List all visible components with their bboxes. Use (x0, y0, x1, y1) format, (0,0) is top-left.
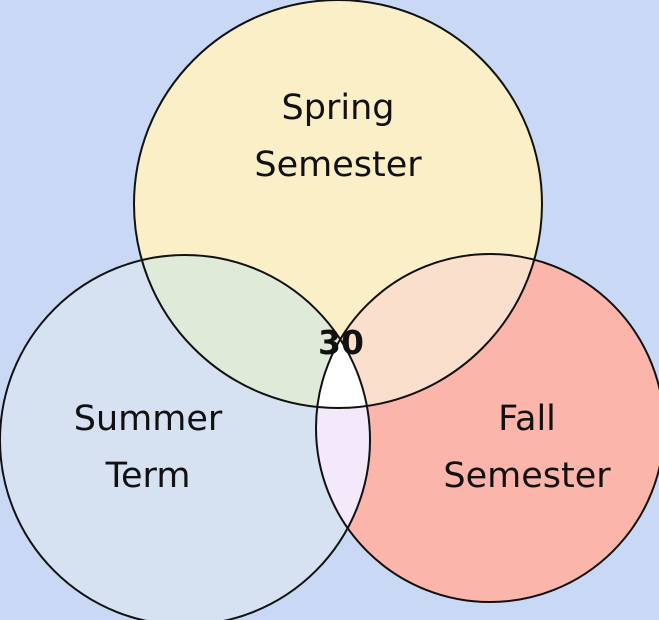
spring-semester-label-line-2: Semester (254, 145, 422, 185)
fall-semester-label-line-1: Fall (498, 399, 556, 439)
fall-semester-label-line-2: Semester (443, 456, 611, 496)
summer-term-label-line-2: Term (105, 456, 191, 496)
spring-semester-label-line-1: Spring (281, 88, 395, 128)
all-three-count-label: 30 (318, 323, 364, 362)
summer-term-label-line-1: Summer (73, 399, 223, 439)
